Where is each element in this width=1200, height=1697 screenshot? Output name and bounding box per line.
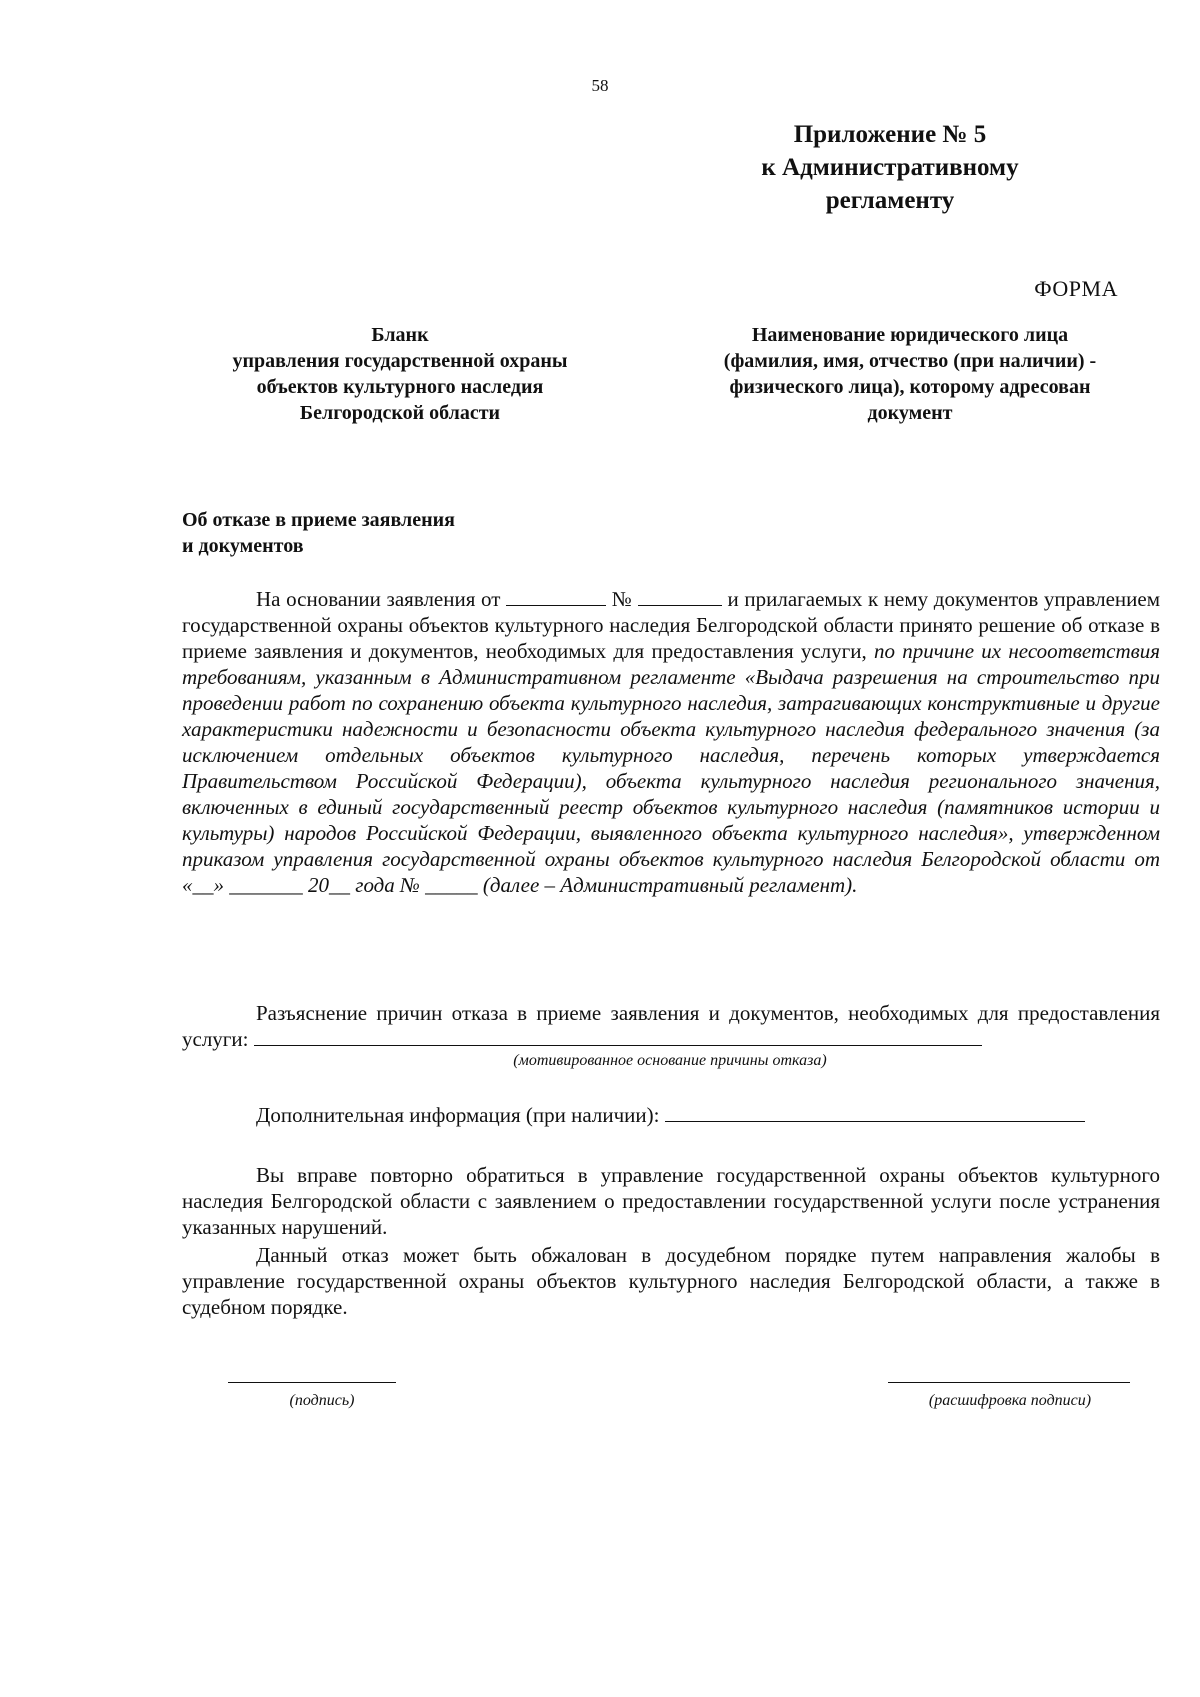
appeal-text: Данный отказ может быть обжалован в досудебном порядке путем направления жалобы в управление государственной охраны объектов культурного наследия Белгородской области, а также в судебном порядке. bbox=[182, 1243, 1160, 1319]
form-label: ФОРМА bbox=[1034, 276, 1118, 301]
signature-decode-line[interactable] bbox=[888, 1382, 1130, 1383]
blank-line-1: Бланк bbox=[371, 324, 429, 346]
blank-line-2: управления государственной охраны bbox=[232, 350, 568, 372]
refusal-explanation-text: Разъяснение причин отказа в приеме заявления и документов, необходимых для предоставления услуги: bbox=[182, 1001, 1160, 1051]
appendix-line-3: регламенту bbox=[825, 187, 955, 214]
additional-info-paragraph bbox=[182, 1102, 1160, 1128]
subject-line-1: Об отказе в приеме заявления bbox=[182, 509, 455, 531]
reapply-paragraph bbox=[182, 1162, 1160, 1240]
reapply-text: Вы вправе повторно обратиться в управление государственной охраны объектов культурного наследия Белгородской области с заявлением о предоставлении государственной услуги после устранения указанных нарушений. bbox=[182, 1163, 1160, 1239]
decision-text-main: и прилагаемых к нему документов управлением государственной охраны объектов культурного наследия Белгородской области принято решение об отказе в приеме заявления и документов, необходимых для предоставления услуги, bbox=[182, 587, 1161, 663]
subject-heading bbox=[182, 507, 582, 559]
appendix-heading bbox=[740, 118, 1040, 217]
appendix-line-1: Приложение № 5 bbox=[793, 121, 987, 148]
additional-info-label: Дополнительная информация (при наличии): bbox=[256, 1103, 660, 1127]
blank-line-3: объектов культурного наследия bbox=[256, 376, 544, 398]
addressee-block bbox=[690, 322, 1130, 426]
signature-caption: (подпись) bbox=[289, 1392, 355, 1409]
decision-text-start: На основании заявления от bbox=[256, 587, 501, 611]
application-number-field[interactable] bbox=[638, 587, 722, 606]
signature-decode-caption: (расшифровка подписи) bbox=[928, 1392, 1092, 1409]
additional-info-field[interactable] bbox=[665, 1103, 1085, 1122]
refusal-explanation-paragraph bbox=[182, 1000, 1160, 1052]
addressee-line-2: (фамилия, имя, отчество (при наличии) - bbox=[723, 350, 1097, 372]
refusal-reason-field[interactable] bbox=[254, 1027, 982, 1046]
addressee-line-3: физического лица), которому адресован bbox=[729, 376, 1091, 398]
decision-reason-italic: по причине их несоответствия требованиям, указанным в Административном регламенте «Выдача разрешения на строительство при проведении работ по сохранению объекта культурного наследия, затрагивающих конструктивные и другие характеристики надежности и безопасности объекта культурного наследия федерального значения (за исключением отдельных объектов культурного наследия, перечень которых утверждается Правительством Российской Федерации), объекта культурного наследия регионального значения, включенных в единый государственный реестр объектов культурного наследия (памятников истории и культуры) народов Российской Федерации, выявленного объекта культурного наследия», утвержденном приказом управления государственной охраны объектов культурного наследия Белгородской области от «__» _______ 20__ года № _____ (далее – Административный регламент). bbox=[182, 639, 1160, 897]
number-sign: № bbox=[611, 587, 633, 611]
signature-line[interactable] bbox=[228, 1382, 396, 1383]
addressee-line-4: документ bbox=[867, 402, 953, 424]
appendix-line-2: к Административному bbox=[761, 154, 1019, 181]
appeal-paragraph bbox=[182, 1242, 1160, 1320]
letterhead-blank bbox=[200, 322, 600, 426]
blank-line-4: Белгородской области bbox=[299, 402, 501, 424]
page-number: 58 bbox=[591, 76, 609, 95]
application-date-field[interactable] bbox=[506, 587, 606, 606]
addressee-line-1: Наименование юридического лица bbox=[751, 324, 1069, 346]
refusal-reason-caption: (мотивированное основание причины отказа) bbox=[513, 1052, 827, 1069]
subject-line-2: и документов bbox=[182, 535, 304, 557]
decision-paragraph bbox=[182, 586, 1160, 898]
